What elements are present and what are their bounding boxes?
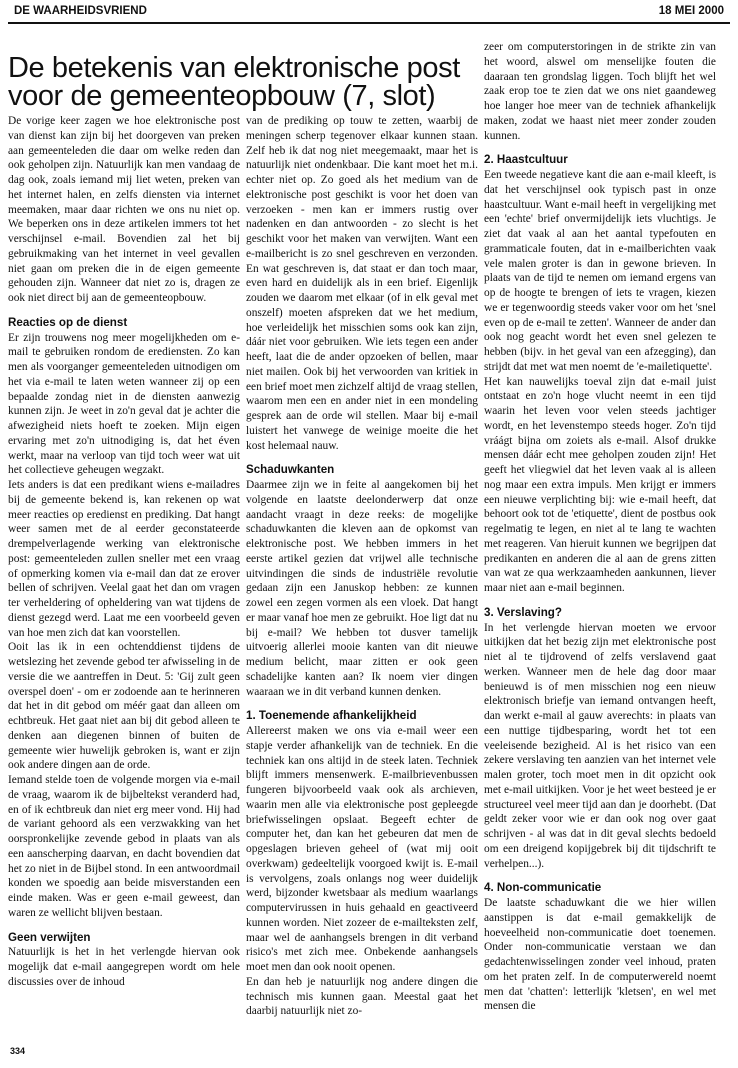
text-column-2 <box>246 114 478 1019</box>
paragraph: En dan heb je natuurlijk nog andere dingen die technisch mis kunnen gaan. Meestal gaat het daarbij natuurlijk niet zo- <box>246 975 478 1018</box>
section-heading: 1. Toenemende afhankelijkheid <box>246 709 417 723</box>
paragraph: Het kan nauwelijks toeval zijn dat e-mail juist ontstaat en zo'n hoge vlucht neemt in een tijd waarin het leven voor velen steeds jachtiger wordt, en het levenstempo steeds hoger. Zo'n tijd vráágt bijna om zoiets als e-mail. Alsof drukke mensen dáár echt mee geholpen zouden zijn! Het geeft het vliegwiel dat het leven vaak al is alleen nog maar een extra impuls. Men krijgt er immers een nieuwe verplichting bij: wie e-mail heeft, dat behoort ook tot de 'etiquette', dient de postbus ook regelmatig te legen, en niet al te lang te wachten met reageren. Van hieruit kunnen we begrijpen dat predikanten en anderen die al aan de grens zitten van wat ze qua werkzaamheden aankunnen, liever maar niet aan e-mail beginnen. <box>484 375 716 594</box>
section-heading: 3. Verslaving? <box>484 605 562 619</box>
paragraph: Er zijn trouwens nog meer mogelijkheden om e-mail te gebruiken rondom de erediensten. Zo kan men als voorganger gemeenteleden uitnodigen om het via e-mail te laten weten wanneer zij op een bepaalde zondag niet in de diensten aanwezig kunnen zijn. Je weet in zo'n geval dat je achter die afwezigheid niets hoeft te zoeken. Mijn eigen ervaring met zo'n uitnodiging is, dat het éven werkt, maar na verloop van tijd toch weer wat uit het collectieve geheugen wegzakt. <box>8 331 240 477</box>
paragraph: In het verlengde hiervan moeten we ervoor uitkijken dat het bezig zijn met elektronische post niet al te tijdrovend of zelfs verslavend gaat werken. Wanneer men de hele dag door maar benieuwd is of men misschien nog een nieuw elektronisch briefje van iemand ontvangen heeft, dan werkt e-mail al gauw averechts: in plaats van een nuttige tijdbesparing, wordt het tot een veeleisende bezigheid. Al is het risico van een zekere verslaving ten aanzien van het internet vele malen groter, toch moet men in dit opzicht ook met e-mail uitkijken. Voor je het weet besteed je er structureel veel meer tijd aan dan je doorhebt. (Dat geldt zeker voor wie er dan ook nog over gaat schrijven - al was dat in dit geval slechts bedoeld om een dreigend kopijgebrek bij dit tijdschrift te verhelpen...). <box>484 621 716 870</box>
paragraph: zeer om computerstoringen in de strikte zin van het woord, alswel om menselijke fouten die daaraan ten grondslag liggen. Toch blijft het wel zaak erop toe te zien dat we ons niet gaandeweg hoe langer hoe meer van de techniek afhankelijk maken, zodat we haast niet meer zonder zouden kunnen. <box>484 41 716 142</box>
section-heading: Reacties op de dienst <box>8 315 128 329</box>
paragraph: Natuurlijk is het in het verlengde hiervan ook mogelijk dat e-mail aangegrepen wordt om hele discussies over de inhoud <box>8 946 240 988</box>
section-heading: Geen verwijten <box>8 930 91 944</box>
section-heading: 4. Non-communicatie <box>484 881 602 895</box>
paragraph: De vorige keer zagen we hoe elektronische post van dienst kan zijn bij het doorgeven van preken aan gemeenteleden die daar om welke reden dan ook geholpen zijn. Natuurlijk kan men vandaag de dag ook, zoals iemand mij liet weten, preken van het internet halen, en zelfs diensten via internet meemaken, maar daar richten we ons nu niet op. We beperken ons in deze artikelen immers tot het verschijnsel e-mail. Bovendien zal het bij gebruikmaking van het internet in veel gevallen niet gaan om preken die in de eigen gemeente gehouden zijn. Wanneer dat niet zo is, dragen ze ook niet direct bij aan de gemeenteopbouw. <box>8 115 240 304</box>
page-number: 334 <box>10 1046 26 1056</box>
text-column-1 <box>8 114 240 990</box>
article-title: De betekenis van elektronische post voor de gemeenteopbouw (7, slot) <box>8 52 460 112</box>
publication-name: DE WAARHEIDSVRIEND <box>14 5 147 17</box>
section-heading: 2. Haastcultuur <box>484 153 568 167</box>
text-column-3 <box>484 40 716 1014</box>
paragraph: Iets anders is dat een predikant wiens e-mailadres bij de gemeente bekend is, kan rekenen op wat meer reacties op eredienst en prediking. Dat hangt weer samen met de al eerder geconstateerde drempelverlagende werking van elektronische post: gemeenteleden zullen sneller met een vraag of opmerking komen via e-mail dan dat ze erover bellen of schrijven. Veelal gaat het dan om vragen ter verheldering of opheldering van wat tijdens de dienst gezegd werd. Laat me een voorbeeld geven van hoe men zich dat kan voorstellen. <box>8 479 240 639</box>
section-heading: Schaduwkanten <box>246 463 335 477</box>
paragraph: De laatste schaduwkant die we hier willen aanstippen is dat e-mail gemakkelijk de hoeveelheid non-communicatie doet toenemen. Onder non-communicatie verstaan we dan gedachtenwisselingen zonder veel inhoud, praten om het praten zelf. In de computerwereld noemt men dat 'chatten': letterlijk 'kletsen', en wel met mensen die <box>484 897 716 1013</box>
paragraph: Allereerst maken we ons via e-mail weer een stapje verder afhankelijk van de techniek. En die techniek kan ons altijd in de steek laten. Techniek blijft immers mensenwerk. E-mailbrievenbussen fungeren bijvoorbeeld vaak ook als archieven, waarin men alle via elektronische post gepleegde briefwisselingen opslaat. Begeeft echter de computer het, dan kan het gebeuren dat men de opgeslagen brieven geheel of (wat mij ooit overkwam) gedeeltelijk voorgoed kwijt is. E-mail is vervolgens, zoals onlangs nog weer duidelijk werd, bijzonder kwetsbaar als medium waarlangs computervirussen in huis gehaald en geactiveerd kunnen worden. Niet zozeer de e-mailteksten zelf, maar wel de aanhangsels brengen in dit verband risico's met zich mee. Onbekende aanhangsels moet men dan ook nooit openen. <box>246 725 478 973</box>
paragraph: van de prediking op touw te zetten, waarbij de meningen scherp tegenover elkaar kunnen staan. Zelf heb ik dat nog niet meegemaakt, maar het is natuurlijk niet ondenkbaar. Die kant moet het m.i. echter niet op. Zo goed als het medium van de elektronische post geschikt is voor het doen van verzoeken - men kan er immers rustig over nadenken en dan antwoorden - zo slecht is het geschikt voor het maken van verwijten. Want een e-mailbericht is zo snel geschreven en verzonden. En wat geschreven is, dat staat er dan toch maar, even hard en duidelijk als in een brief. Eigenlijk zouden we daarom met elkaar (of in elk geval met onszelf) moeten afspreken dat we het medium, hoe verleidelijk het misschien soms ook kan zijn, dáár niet voor gebruiken. Wie iets tegen een ander heeft, laat die de ander opzoeken of bellen, maar niet mailen. Ook bij het verwoorden van kritiek in een brief moet men zichzelf altijd de vraag stellen, waarom men een en ander niet in een mondeling gesprek aan de orde wil stellen. Maar bij e-mail luistert het vanwege de weinige moeite die het kost helemaal nauw. <box>246 115 478 452</box>
paragraph: Een tweede negatieve kant die aan e-mail kleeft, is dat het verschijnsel ook typisch past in onze haastcultuur. Want e-mail heeft in vergelijking met een 'echte' brief onvermijdelijk iets vluchtigs. Je ziet dat vaak al aan het aantal typefouten en grammaticale fouten, dat in e-mailberichten vaak vele malen groter is dan in gewone brieven. In plaats van de tijd te nemen om iemand ergens van op de hoogte te brengen of iets te vragen, kiezen we er tegenwoordig steeds vaker voor om het 'snel even op de e-mail te zetten'. Wanneer de ander dan ook nog geacht wordt het even snel gelezen te hebben (bijv. in het geval van een afzegging), dan strijdt dat met wat men noemt de 'e-mailetiquette'. <box>484 169 716 373</box>
issue-date: 18 MEI 2000 <box>658 5 724 17</box>
paragraph: Daarmee zijn we in feite al aangekomen bij het volgende en laatste deelonderwerp dat onze aandacht vraagt in deze reeks: de mogelijke schaduwkanten die kleven aan de opkomst van elektronische post. We hebben immers in het eerste artikel gezien dat vrijwel alle technische uitvindingen die sinds de industriële revolutie gedaan zijn een Januskop hebben: ze kunnen zowel een zegen vormen als een vloek. Dat hangt er maar vanaf hoe men ze gebruikt. Hoe ligt dat nu bij e-mail? We hebben tot dusver tamelijk uitvoerig allerlei mooie kanten van dit nieuwe medium belicht, maar zitten er ook geen schadelijke kanten aan? Ik noem vier dingen waaraan we in dit verband kunnen denken. <box>246 479 478 698</box>
paragraph: Ooit las ik in een ochtenddienst tijdens de wetslezing het zevende gebod ter afwisseling in de versie die we aantreffen in Deut. 5: 'Gij zult geen overspel doen' - om er zodoende aan te herinneren dat het in dit gebod om méér gaat dan alleen om echtbreuk. Het gaat niet aan bij dit gebod alleen te denken aan diegenen binnen of buiten de gemeente wier huwelijk gebroken is, want er zijn ook andere dingen aan de orde. <box>8 641 240 772</box>
paragraph: Iemand stelde toen de volgende morgen via e-mail de vraag, waarom ik de bijbeltekst veranderd had, en of ik echtbreuk dan niet erg meer vond. Hij had de variant gehoord als een verzwakking van het oorspronkelijke zevende gebod in plaats van als een aanscherping daarvan, en dacht bovendien dat het zo niet in de Bijbel stond. In een antwoordmail konden we spoedig aan beide misverstanden een einde maken. Was er geen e-mail geweest, dan waren ze wellicht blijven bestaan. <box>8 774 240 919</box>
running-header <box>8 0 730 24</box>
